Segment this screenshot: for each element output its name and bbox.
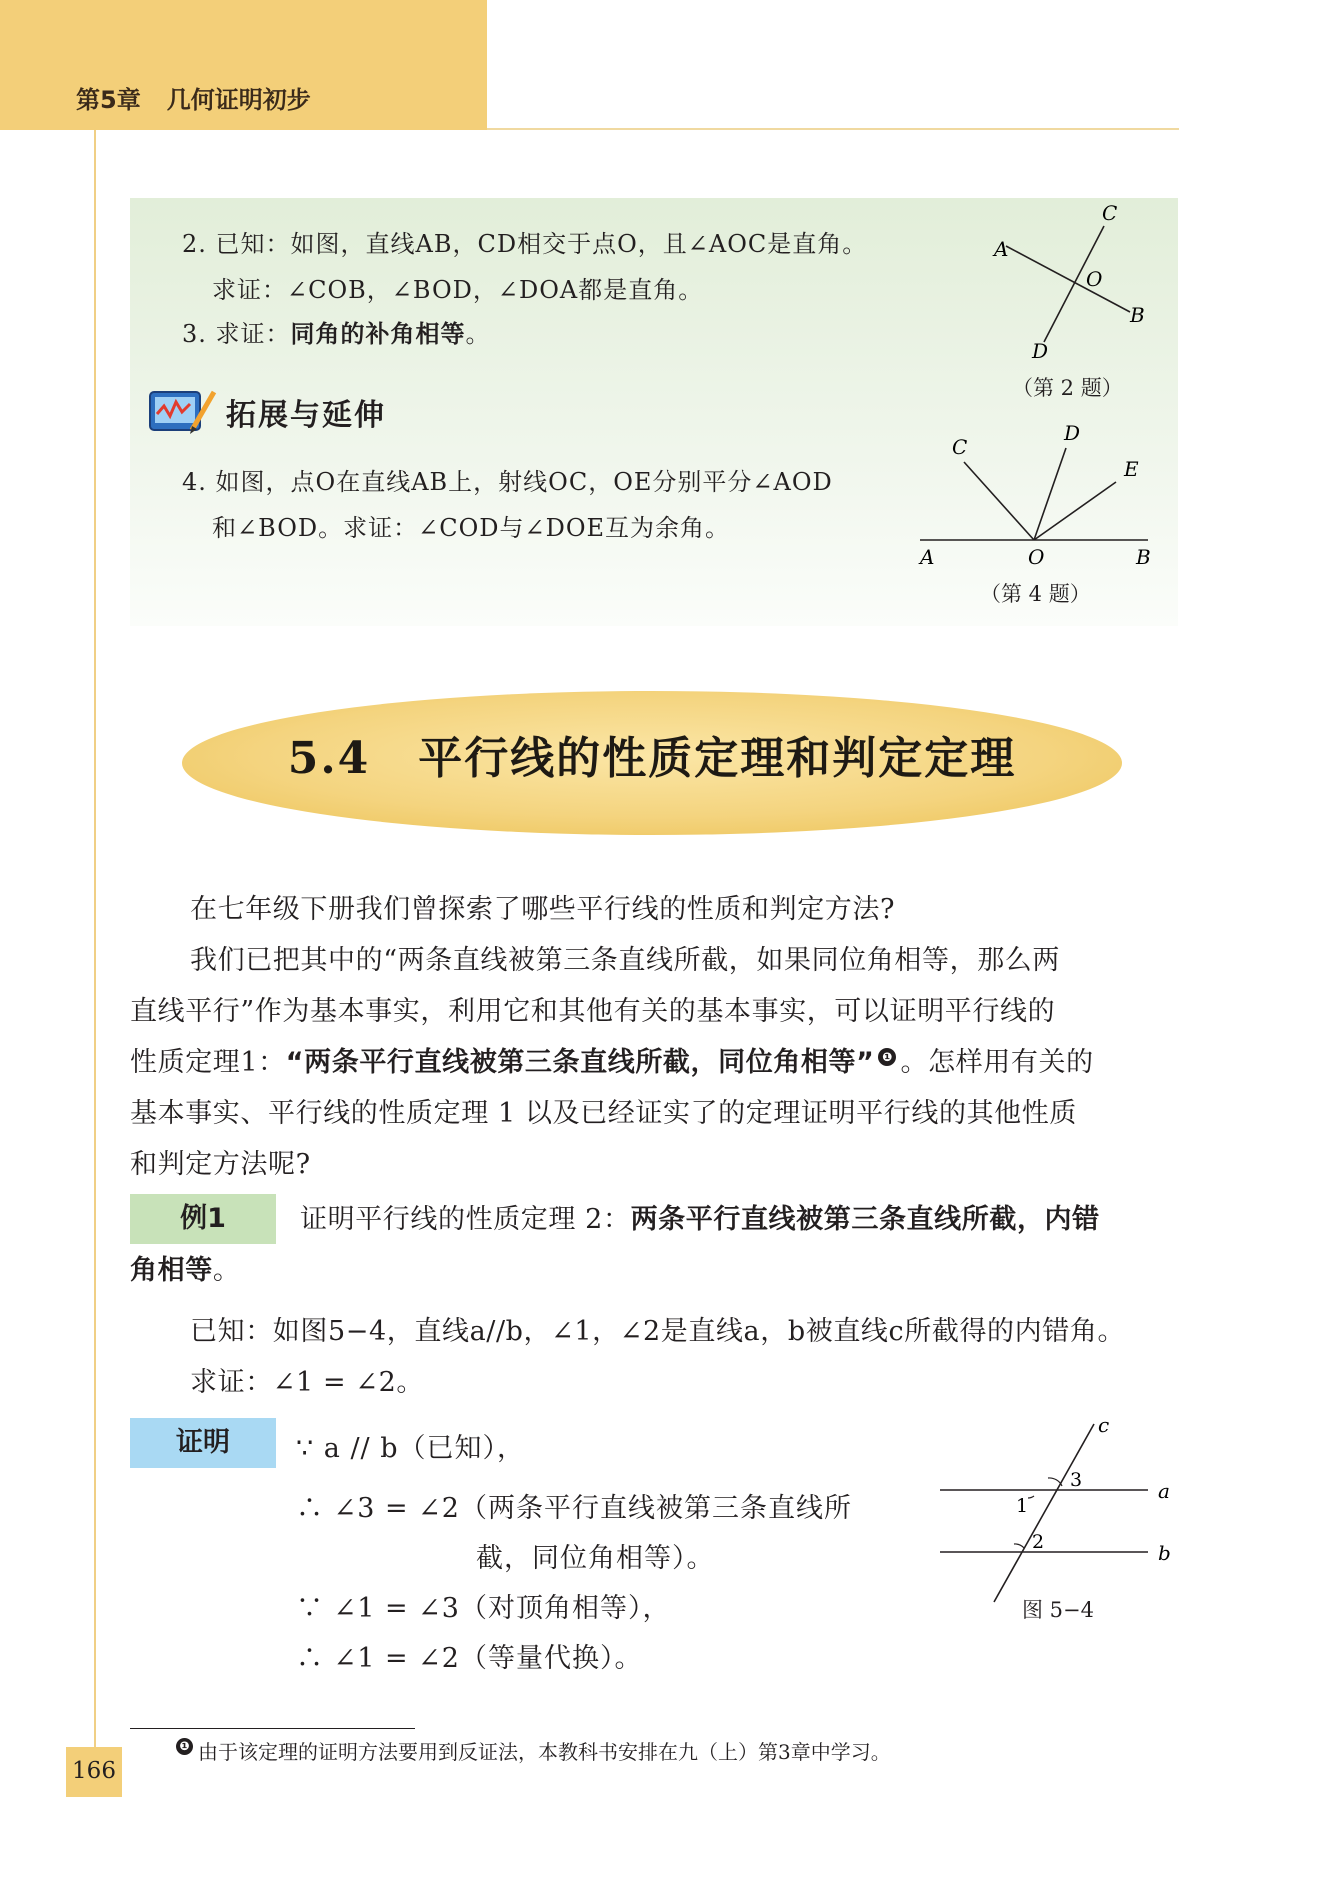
exercise-4-line-1: 4. 如图，点O在直线AB上，射线OC，OE分别平分∠AOD bbox=[182, 468, 833, 496]
figure-4-caption: （第 4 题） bbox=[980, 582, 1091, 606]
prove-line: 求证：∠1 = ∠2。 bbox=[190, 1367, 424, 1398]
label-a: A bbox=[994, 237, 1009, 261]
label-b: B bbox=[1130, 303, 1145, 327]
label-a: A bbox=[920, 545, 935, 569]
label-c: C bbox=[1102, 201, 1118, 225]
intro-line: 基本事实、平行线的性质定理 1 以及已经证实了的定理证明平行线的其他性质 bbox=[130, 1098, 1077, 1129]
intro-paragraph-2 bbox=[130, 935, 1178, 1190]
exercise-3-prefix: 3. 求证： bbox=[182, 320, 291, 348]
intro-line bbox=[130, 1037, 1178, 1088]
header-rule bbox=[487, 128, 1179, 130]
proof-line-1: ∵ a // b（已知）， bbox=[296, 1433, 525, 1464]
extension-icon bbox=[146, 384, 218, 438]
exercise-2-line-2: 求证：∠COB，∠BOD，∠DOA都是直角。 bbox=[212, 276, 704, 304]
line-c bbox=[994, 1424, 1094, 1602]
intro-text: 性质定理1： bbox=[130, 1047, 286, 1078]
figure-2-caption: （第 2 题） bbox=[1012, 376, 1123, 400]
figure-5-4-caption: 图 5−4 bbox=[1022, 1598, 1094, 1622]
line-ab bbox=[1006, 246, 1130, 312]
figure-5-4 bbox=[930, 1416, 1180, 1616]
proof-line-2: ∴ ∠3 = ∠2（两条平行直线被第三条直线所 bbox=[296, 1493, 852, 1524]
example-statement bbox=[130, 1194, 1178, 1296]
proof-line-5: ∴ ∠1 = ∠2（等量代换）。 bbox=[296, 1643, 643, 1674]
section-number: 5.4 bbox=[287, 733, 371, 784]
label-o: O bbox=[1086, 267, 1103, 291]
given-line: 已知：如图5−4，直线a//b，∠1，∠2是直线a，b被直线c所截得的内错角。 bbox=[190, 1316, 1126, 1347]
label-d: D bbox=[1064, 421, 1081, 445]
example-given-prove bbox=[130, 1306, 1178, 1408]
figure-exercise-2 bbox=[980, 200, 1170, 370]
intro-paragraph-1 bbox=[130, 884, 1178, 935]
page-number: 166 bbox=[72, 1758, 116, 1784]
intro-line: 我们已把其中的“两条直线被第三条直线所截，如果同位角相等，那么两 bbox=[190, 945, 1061, 976]
intro-line: 和判定方法呢? bbox=[130, 1149, 311, 1180]
angle-1-arc bbox=[1028, 1496, 1034, 1498]
example-line bbox=[130, 1194, 1178, 1245]
section-title bbox=[180, 722, 1124, 786]
ray-od bbox=[1034, 448, 1066, 540]
theorem-2-statement-end: 角相等 bbox=[130, 1255, 213, 1286]
footnote-ref: ❶ bbox=[878, 1048, 896, 1066]
angle-2-arc bbox=[1014, 1544, 1024, 1548]
label-d: D bbox=[1032, 339, 1049, 363]
intro-text: 。怎样用有关的 bbox=[900, 1047, 1094, 1078]
label-o: O bbox=[1028, 545, 1045, 569]
label-e: E bbox=[1124, 457, 1139, 481]
chapter-name: 几何证明初步 bbox=[166, 86, 311, 114]
label-b: B bbox=[1136, 545, 1151, 569]
angle-1-label: 1 bbox=[1016, 1495, 1029, 1517]
example-label: 例1 bbox=[130, 1194, 276, 1244]
chapter-number: 第5章 bbox=[76, 86, 141, 114]
theorem-2-statement: 两条平行直线被第三条直线所截，内错 bbox=[630, 1204, 1100, 1235]
label-b: b bbox=[1158, 1541, 1171, 1565]
ray-oe bbox=[1034, 482, 1116, 540]
margin-rule bbox=[94, 130, 96, 1750]
intro-line: 在七年级下册我们曾探索了哪些平行线的性质和判定方法? bbox=[190, 894, 896, 925]
proof-line-4: ∵ ∠1 = ∠3（对顶角相等）， bbox=[296, 1593, 671, 1624]
footnote-mark: ❶ bbox=[176, 1738, 193, 1755]
footnote-text: 由于该定理的证明方法要用到反证法，本教科书安排在九（上）第3章中学习。 bbox=[198, 1740, 891, 1764]
exercise-2-line-1: 2. 已知：如图，直线AB，CD相交于点O，且∠AOC是直角。 bbox=[182, 230, 868, 258]
angle-2-label: 2 bbox=[1032, 1531, 1045, 1553]
exercise-3-suffix: 。 bbox=[465, 320, 491, 348]
proof-line-3: 截，同位角相等）。 bbox=[476, 1543, 715, 1574]
extension-title: 拓展与延伸 bbox=[226, 398, 386, 433]
figure-exercise-4 bbox=[906, 420, 1170, 570]
exercise-3-statement: 同角的补角相等 bbox=[290, 320, 466, 348]
theorem-1-statement: “两条平行直线被第三条直线所截，同位角相等” bbox=[285, 1047, 875, 1078]
label-a: a bbox=[1158, 1479, 1170, 1503]
proof-label: 证明 bbox=[130, 1418, 276, 1468]
chapter-title bbox=[76, 80, 311, 115]
example-text: 证明平行线的性质定理 2： bbox=[300, 1204, 631, 1235]
section-name: 平行线的性质定理和判定定理 bbox=[418, 733, 1017, 784]
ray-oc bbox=[964, 462, 1034, 540]
exercise-3 bbox=[182, 314, 491, 349]
angle-3-label: 3 bbox=[1070, 1469, 1083, 1491]
footnote-rule bbox=[130, 1728, 415, 1729]
example-line bbox=[130, 1245, 1178, 1296]
label-c: c bbox=[1098, 1416, 1110, 1437]
label-c: C bbox=[952, 435, 968, 459]
intro-line: 直线平行”作为基本事实，利用它和其他有关的基本事实，可以证明平行线的 bbox=[130, 996, 1056, 1027]
example-text: 。 bbox=[212, 1255, 241, 1286]
exercise-4-line-2: 和∠BOD。求证：∠COD与∠DOE互为余角。 bbox=[212, 514, 731, 542]
